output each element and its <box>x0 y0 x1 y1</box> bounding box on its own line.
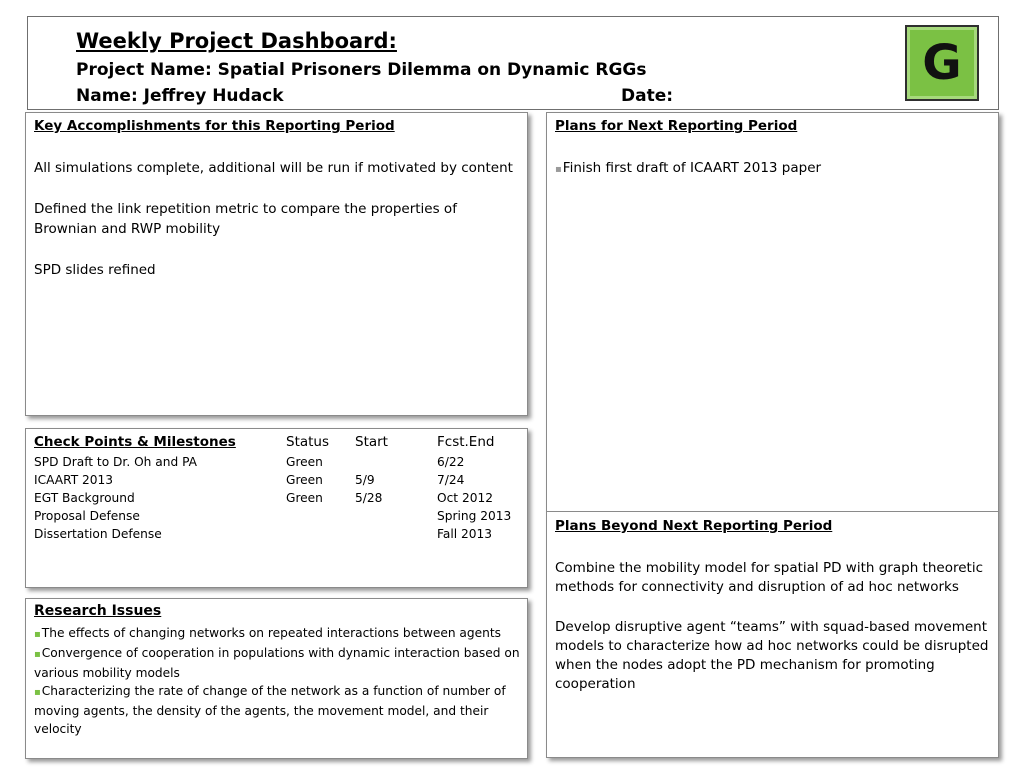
table-row <box>34 491 524 509</box>
research-issues-title: Research Issues <box>34 603 162 619</box>
date-label: Date: <box>621 86 674 106</box>
list-item: ▪ Characterizing the rate of change of the network as a function of number of moving agents, the density of the agents, the movement model, and their velocity <box>34 682 526 738</box>
accomplishments-body <box>34 158 514 301</box>
milestone-status: Green <box>286 455 323 469</box>
milestone-name: Proposal Defense <box>34 509 140 523</box>
milestone-start: 5/28 <box>355 491 383 505</box>
plans-next-list <box>555 158 985 180</box>
accomplishment-item: All simulations complete, additional will be run if motivated by content <box>34 160 513 176</box>
milestone-end: 7/24 <box>437 473 465 487</box>
section-divider <box>547 511 998 512</box>
plan-item: Combine the mobility model for spatial PD with graph theoretic methods for connectivity and disruption of ad hoc networks <box>555 560 983 595</box>
plans-panel <box>546 112 999 758</box>
accomplishment-item: Defined the link repetition metric to compare the properties of Brownian and RWP mobility <box>34 201 457 237</box>
milestones-panel <box>25 428 528 588</box>
plan-item: Develop disruptive agent “teams” with squad-based movement models to characterize how ad hoc networks could be disrupted when the nodes adopt the PD mechanism for promoting cooperation <box>555 619 989 692</box>
accomplishments-title: Key Accomplishments for this Reporting Period <box>34 118 395 134</box>
milestone-status: Green <box>286 473 323 487</box>
milestone-start: 5/9 <box>355 473 375 487</box>
milestone-end: Spring 2013 <box>437 509 512 523</box>
research-issues-panel <box>25 598 528 759</box>
milestones-title: Check Points & Milestones <box>34 434 236 450</box>
research-issues-list <box>34 624 526 738</box>
status-badge: G <box>905 25 979 101</box>
plans-next-title: Plans for Next Reporting Period <box>555 118 798 134</box>
milestone-end: Fall 2013 <box>437 527 493 541</box>
column-header-end: Fcst.End <box>437 434 495 450</box>
project-name: Project Name: Spatial Prisoners Dilemma on Dynamic RGGs <box>76 60 647 80</box>
milestone-end: Oct 2012 <box>437 491 493 505</box>
page-title: Weekly Project Dashboard: <box>76 29 397 53</box>
person-name: Name: Jeffrey Hudack <box>76 86 284 106</box>
milestone-name: EGT Background <box>34 491 135 505</box>
dashboard-header <box>27 16 999 110</box>
plans-beyond-title: Plans Beyond Next Reporting Period <box>555 518 833 534</box>
milestone-end: 6/22 <box>437 455 465 469</box>
table-row <box>34 455 524 473</box>
milestone-name: SPD Draft to Dr. Oh and PA <box>34 455 197 469</box>
column-header-status: Status <box>286 434 330 450</box>
table-row <box>34 527 524 545</box>
accomplishment-item: SPD slides refined <box>34 262 156 278</box>
milestone-name: ICAART 2013 <box>34 473 114 487</box>
milestone-name: Dissertation Defense <box>34 527 162 541</box>
list-item: ▪ Finish first draft of ICAART 2013 paper <box>555 158 985 180</box>
milestone-status: Green <box>286 491 323 505</box>
table-row <box>34 509 524 527</box>
accomplishments-panel <box>25 112 528 416</box>
milestones-header <box>34 434 524 452</box>
plans-beyond-body <box>555 559 995 715</box>
column-header-start: Start <box>355 434 388 450</box>
list-item: ▪ Convergence of cooperation in populations with dynamic interaction based on various mobility models <box>34 644 526 682</box>
list-item: ▪ The effects of changing networks on repeated interactions between agents <box>34 624 526 644</box>
milestones-table <box>34 455 524 545</box>
table-row <box>34 473 524 491</box>
